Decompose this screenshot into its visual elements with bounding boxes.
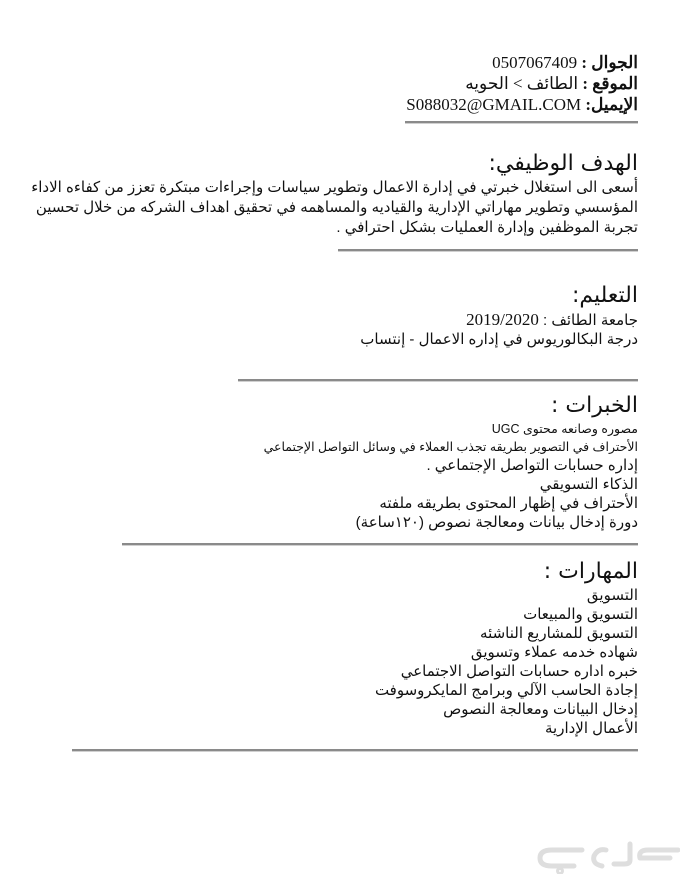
location-label: الموقع : bbox=[582, 74, 638, 93]
location-value: الطائف > الحويه bbox=[465, 74, 579, 93]
education-heading: التعليم: bbox=[571, 283, 638, 308]
graduation-year: 2019/2020 bbox=[466, 310, 539, 329]
university-label: جامعة الطائف : bbox=[543, 312, 638, 329]
email-label: الإيميل: bbox=[585, 95, 638, 114]
skills-section bbox=[375, 558, 638, 738]
experience-item: الأحتراف في التصوير بطريقه تجذب العملاء في وسائل التواصل الإجتماعي bbox=[263, 440, 638, 454]
skills-heading: المهارات : bbox=[543, 559, 638, 584]
email-row bbox=[406, 94, 638, 115]
mobile-value: 0507067409 bbox=[492, 53, 578, 72]
divider-contact bbox=[405, 121, 638, 124]
divider-objective bbox=[338, 249, 638, 252]
email-value: S088032@GMAIL.COM bbox=[406, 95, 582, 114]
mobile-label: الجوال : bbox=[581, 53, 638, 72]
experience-item: الأحتراف في إظهار المحتوى بطريقه ملفته bbox=[379, 495, 638, 512]
experience-heading: الخبرات : bbox=[550, 393, 638, 418]
objective-text: أسعى الى استغلال خبرتي في إدارة الاعمال وتطوير سياسات وإجراءات مبتكرة تعزز من كفاءه الاداء المؤسسي وتطوير مهاراتي الإدارية والقياديه والمساهمه في تحقيق اهداف الشركه من خلال تحسين تجربة الموظفين وإدارة العمليات بشكل احترافي . bbox=[31, 179, 638, 236]
skill-item: التسويق للمشاريع الناشئه bbox=[480, 625, 638, 642]
degree: درجة البكالوريوس في إداره الاعمال - إنتساب bbox=[360, 331, 638, 348]
skill-item: التسويق bbox=[586, 587, 638, 604]
skill-item: خبره اداره حسابات التواصل الاجتماعي bbox=[400, 663, 638, 680]
mobile-row bbox=[406, 52, 638, 73]
divider-experience bbox=[122, 543, 638, 546]
experience-item: مصوره وصانعه محتوى UGC bbox=[491, 422, 638, 436]
education-section bbox=[360, 282, 638, 349]
location-row bbox=[406, 73, 638, 94]
skill-item: الأعمال الإدارية bbox=[544, 720, 638, 737]
objective-section bbox=[28, 150, 638, 238]
skill-item: التسويق والمبيعات bbox=[523, 606, 638, 623]
divider-skills bbox=[72, 749, 638, 752]
divider-education bbox=[238, 379, 638, 382]
university-row bbox=[360, 310, 638, 330]
experience-item: دورة إدخال بيانات ومعالجة نصوص (١٢٠ساعة) bbox=[355, 514, 638, 531]
skill-item: إدخال البيانات ومعالجة النصوص bbox=[443, 701, 638, 718]
skill-item: إجادة الحاسب الآلي وبرامج المايكروسوفت bbox=[374, 682, 638, 699]
experience-section bbox=[264, 392, 638, 532]
contact-section bbox=[406, 52, 638, 115]
experience-item: إداره حسابات التواصل الإجتماعي . bbox=[426, 457, 638, 474]
objective-heading: الهدف الوظيفي: bbox=[488, 151, 638, 176]
experience-item: الذكاء التسويقي bbox=[539, 476, 638, 493]
skill-item: شهاده خدمه عملاء وتسويق bbox=[470, 644, 638, 661]
haraj-watermark-icon bbox=[530, 838, 680, 874]
